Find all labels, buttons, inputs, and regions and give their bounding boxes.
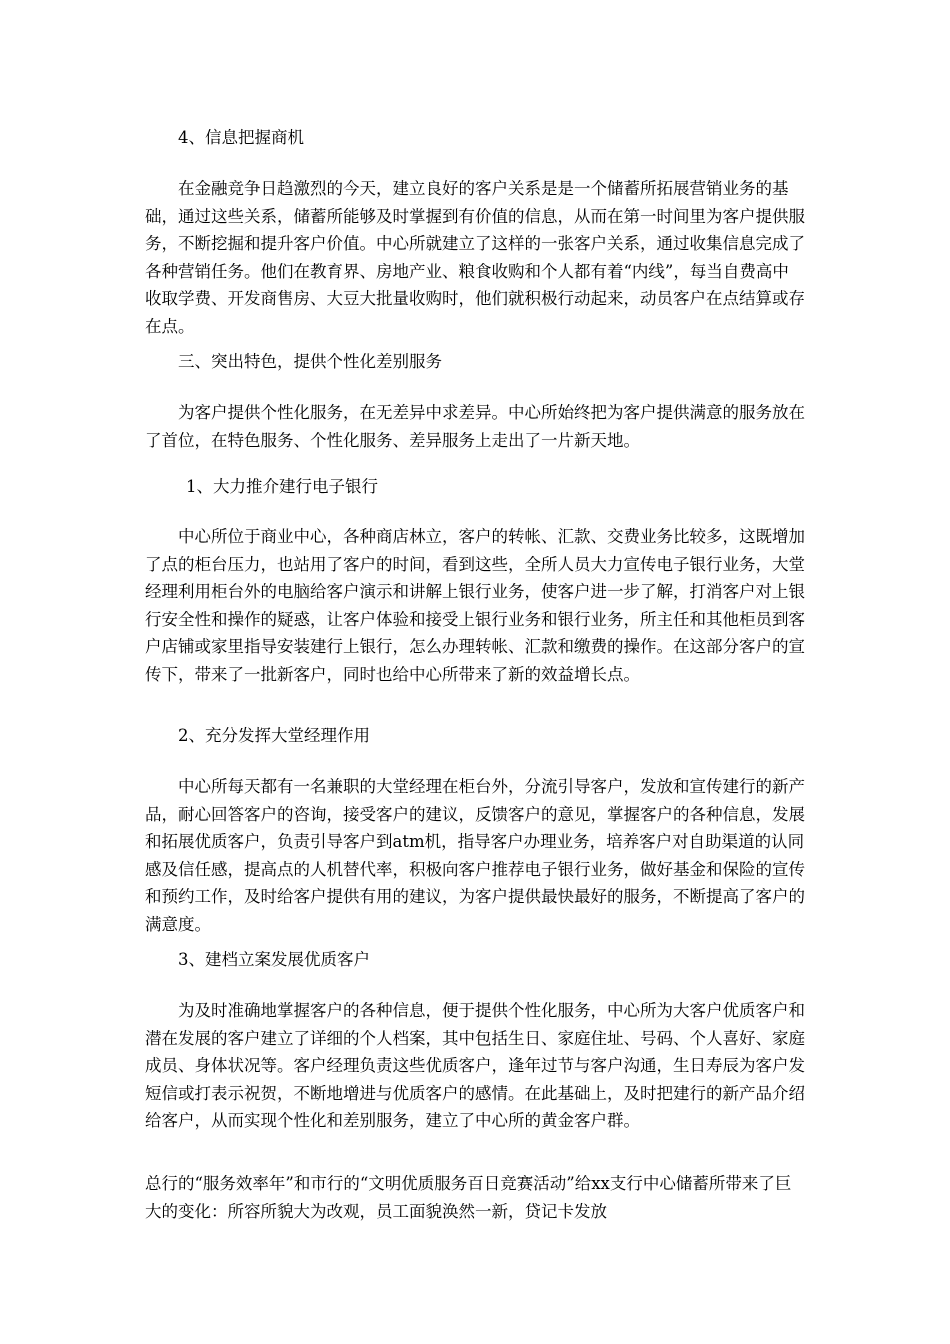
paragraph-personalized-intro: 为客户提供个性化服务，在无差异中求差异。中心所始终把为客户提供满意的服务放在了首位，在特色服务、个性化服务、差异服务上走出了一片新天地。 (145, 403, 805, 450)
paragraph-customer-relations: 在金融竞争日趋激烈的今天，建立良好的客户关系是是一个储蓄所拓展营销业务的基础，通过这些关系，储蓄所能够及时掌握到有价值的信息，从而在第一时间里为客户提供服务，不断挖掘和提升客户价值。中心所就建立了这样的一张客户关系，通过收集信息完成了各种营销任务。他们在教育界、房地产业、粮食收购和个人都有着“内线”，每当自费高中收取学费、开发商售房、大豆大批量收购时，他们就积极行动起来，动员客户在点结算或存在点。 (145, 179, 805, 336)
paragraph-customer-archive: 为及时准确地掌握客户的各种信息，便于提供个性化服务，中心所为大客户优质客户和潜在发展的客户建立了详细的个人档案，其中包括生日、家庭住址、号码、个人喜好、家庭成员、身体状况等。客户经理负责这些优质客户，逢年过节与客户沟通，生日寿辰为客户发短信或打表示祝贺，不断地增进与优质客户的感情。在此基础上，及时把建行的新产品介绍给客户，从而实现个性化和差别服务，建立了中心所的黄金客户群。 (145, 1001, 805, 1130)
section-heading-lobby-manager: 2、充分发挥大堂经理作用 (178, 726, 370, 745)
paragraph-service-efficiency: 总行的“服务效率年”和市行的“文明优质服务百日竞赛活动”给xx支行中心储蓄所带来了巨大的变化：所容所貌大为改观，员工面貌涣然一新，贷记卡发放 (145, 1174, 792, 1221)
paragraph-e-banking: 中心所位于商业中心，各种商店林立，客户的转帐、汇款、交费业务比较多，这既增加了点的柜台压力，也站用了客户的时间，看到这些，全所人员大力宣传电子银行业务，大堂经理利用柜台外的电脑给客户演示和讲解上银行业务，使客户进一步了解，打消客户对上银行安全性和操作的疑惑，让客户体验和接受上银行业务和银行业务，所主任和其他柜员到客户店铺或家里指导安装建行上银行，怎么办理转帐、汇款和缴费的操作。在这部分客户的宣传下，带来了一批新客户，同时也给中心所带来了新的效益增长点。 (145, 527, 805, 684)
section-heading-customer-archive: 3、建档立案发展优质客户 (178, 950, 370, 969)
section-heading-info-opportunity: 4、信息把握商机 (178, 128, 304, 147)
section-heading-personalized-service: 三、突出特色，提供个性化差别服务 (178, 352, 442, 371)
paragraph-lobby-manager: 中心所每天都有一名兼职的大堂经理在柜台外，分流引导客户，发放和宣传建行的新产品，耐心回答客户的咨询，接受客户的建议，反馈客户的意见，掌握客户的各种信息，发展和拓展优质客户，负责引导客户到atm机，指导客户办理业务，培养客户对自助渠道的认同感及信任感，提高点的人机替代率，积极向客户推荐电子银行业务，做好基金和保险的宣传和预约工作，及时给客户提供有用的建议，为客户提供最快最好的服务，不断提高了客户的满意度。 (145, 777, 805, 934)
section-heading-e-banking: 1、大力推介建行电子银行 (186, 477, 378, 496)
